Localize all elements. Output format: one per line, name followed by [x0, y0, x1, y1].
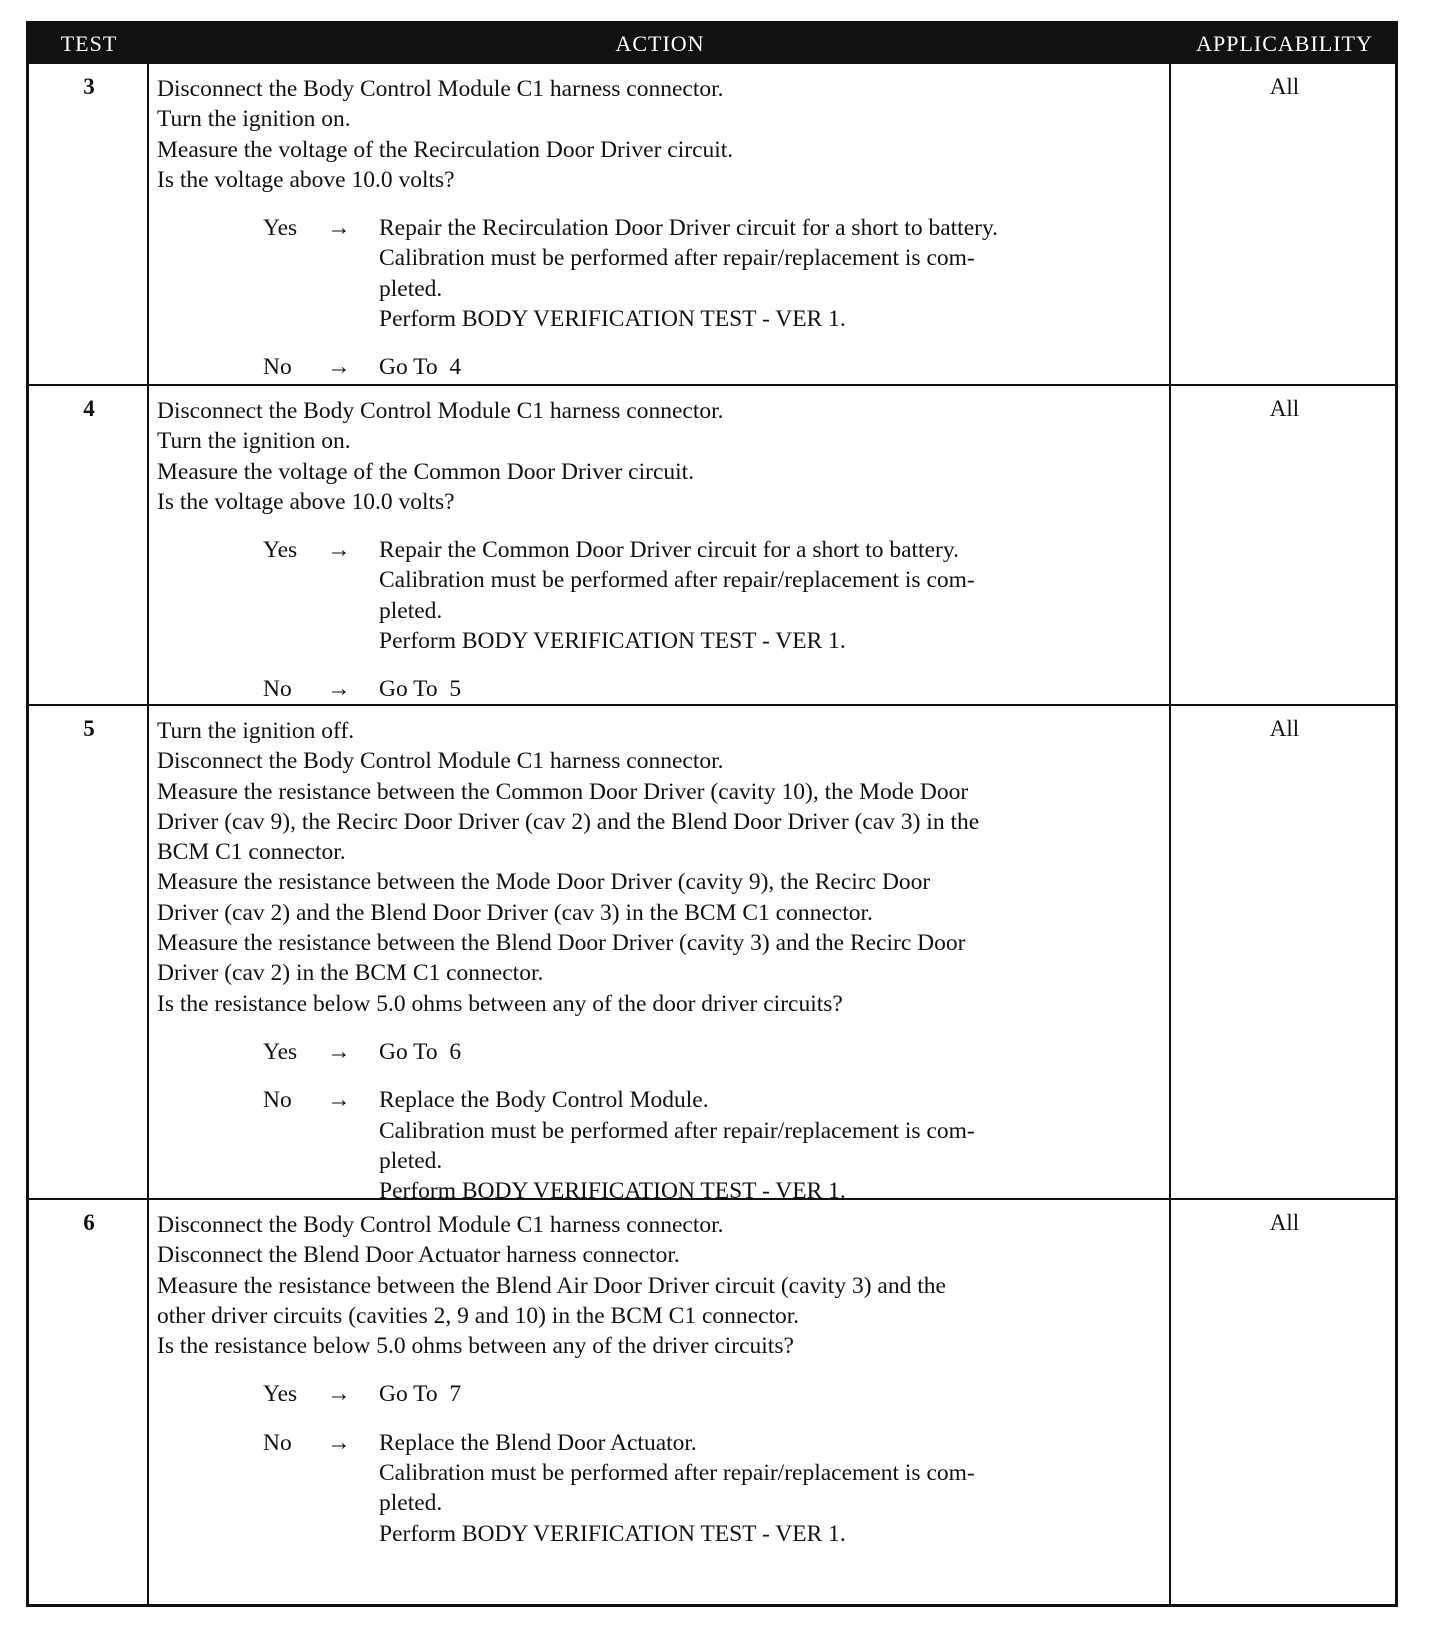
yes-result — [379, 213, 1163, 334]
no-result-line: Perform BODY VERIFICATION TEST - VER 1. — [379, 1520, 846, 1547]
action-step: Turn the ignition off. — [157, 718, 355, 744]
action-cell — [157, 716, 1163, 1206]
action-step: Disconnect the Body Control Module C1 harness connector. — [157, 1212, 724, 1238]
table-row — [29, 64, 1395, 384]
header-test: TEST — [60, 31, 118, 56]
arrow-icon: → — [327, 1381, 351, 1408]
table-row — [29, 704, 1395, 1205]
action-step: Measure the resistance between the Blend Door Driver (cavity 3) and the Recirc Door — [157, 930, 966, 957]
yes-label: Yes — [263, 215, 298, 242]
arrow-icon: → — [327, 676, 351, 703]
action-step: Measure the resistance between the Mode Door Driver (cavity 9), the Recirc Door — [157, 869, 931, 896]
action-step: Measure the resistance between the Common Door Driver (cavity 10), the Mode Door — [157, 778, 969, 805]
no-result-line: Calibration must be performed after repair/replacement is com- — [379, 1460, 975, 1487]
no-result — [379, 1085, 1163, 1206]
action-step: other driver circuits (cavities 2, 9 and 10) in the BCM C1 connector. — [157, 1302, 800, 1329]
table-row — [29, 384, 1395, 704]
test-number: 5 — [83, 716, 95, 741]
yes-branch — [157, 535, 1163, 656]
yes-result-line: Perform BODY VERIFICATION TEST - VER 1. — [379, 306, 846, 333]
yes-result-line: Calibration must be performed after repair/replacement is com- — [379, 245, 975, 272]
arrow-icon: → — [327, 354, 351, 381]
action-step: Measure the voltage of the Common Door Driver circuit. — [157, 458, 695, 485]
yes-result-line: pleted. — [379, 275, 443, 302]
no-branch — [157, 1085, 1163, 1206]
yes-result-line: pleted. — [379, 597, 443, 624]
no-label: No — [263, 1087, 292, 1114]
diagnostic-table — [26, 21, 1398, 1607]
no-result-line: pleted. — [379, 1147, 443, 1174]
action-step: Driver (cav 2) in the BCM C1 connector. — [157, 960, 544, 987]
no-result-line: Go To 5 — [379, 676, 462, 703]
yes-result — [379, 535, 1163, 656]
action-step: Disconnect the Body Control Module C1 harness connector. — [157, 748, 724, 775]
no-branch — [157, 352, 1163, 382]
applicability: All — [1269, 1210, 1300, 1235]
no-result — [379, 1428, 1163, 1549]
action-step: Measure the resistance between the Blend Air Door Driver circuit (cavity 3) and the — [157, 1272, 946, 1299]
action-step: Disconnect the Body Control Module C1 harness connector. — [157, 76, 724, 102]
no-label: No — [263, 354, 292, 381]
no-result-line: Go To 4 — [379, 354, 462, 381]
arrow-icon: → — [327, 1038, 351, 1065]
no-result-line: Replace the Blend Door Actuator. — [379, 1429, 697, 1456]
action-step: Driver (cav 2) and the Blend Door Driver (cav 3) in the BCM C1 connector. — [157, 899, 873, 926]
arrow-icon: → — [327, 1429, 351, 1456]
yes-result — [379, 1379, 1163, 1409]
no-label: No — [263, 676, 292, 703]
no-label: No — [263, 1429, 292, 1456]
action-cell — [157, 1210, 1163, 1549]
yes-result-line: Go To 6 — [379, 1038, 462, 1065]
action-cell — [157, 74, 1163, 383]
action-cell — [157, 396, 1163, 705]
no-result-line: Calibration must be performed after repair/replacement is com- — [379, 1117, 975, 1144]
arrow-icon: → — [327, 215, 351, 242]
yes-label: Yes — [263, 1038, 298, 1065]
test-number: 6 — [83, 1210, 95, 1235]
action-step: Driver (cav 9), the Recirc Door Driver (cav 2) and the Blend Door Driver (cav 3) in the — [157, 808, 980, 835]
action-step: Turn the ignition on. — [157, 428, 351, 455]
no-result-line: Perform BODY VERIFICATION TEST - VER 1. — [379, 1178, 846, 1205]
no-result-line: pleted. — [379, 1490, 443, 1517]
action-step: Is the resistance below 5.0 ohms between any of the door driver circuits? — [157, 990, 843, 1017]
test-number: 4 — [83, 396, 95, 421]
action-step: Is the voltage above 10.0 volts? — [157, 166, 455, 193]
header-action: ACTION — [615, 31, 705, 56]
applicability: All — [1269, 74, 1300, 99]
header-applicability: APPLICABILITY — [1196, 31, 1373, 56]
table-row — [29, 1198, 1395, 1604]
table-header — [29, 24, 1395, 64]
yes-result-line: Go To 7 — [379, 1381, 462, 1408]
test-number: 3 — [83, 74, 95, 99]
yes-result-line: Repair the Recirculation Door Driver circuit for a short to battery. — [379, 215, 999, 242]
action-step: BCM C1 connector. — [157, 839, 346, 866]
yes-result-line: Repair the Common Door Driver circuit for a short to battery. — [379, 537, 959, 564]
no-result — [379, 352, 1163, 382]
yes-result-line: Calibration must be performed after repair/replacement is com- — [379, 567, 975, 594]
no-branch — [157, 1428, 1163, 1549]
yes-branch — [157, 1037, 1163, 1067]
yes-label: Yes — [263, 1381, 298, 1408]
applicability: All — [1269, 716, 1300, 741]
no-result-line: Replace the Body Control Module. — [379, 1087, 709, 1114]
action-step: Turn the ignition on. — [157, 106, 351, 133]
action-step: Is the resistance below 5.0 ohms between any of the driver circuits? — [157, 1333, 794, 1360]
action-step: Measure the voltage of the Recirculation Door Driver circuit. — [157, 136, 734, 163]
applicability: All — [1269, 396, 1300, 421]
action-step: Disconnect the Blend Door Actuator harness connector. — [157, 1242, 680, 1269]
arrow-icon: → — [327, 1087, 351, 1114]
yes-result-line: Perform BODY VERIFICATION TEST - VER 1. — [379, 628, 846, 655]
yes-label: Yes — [263, 537, 298, 564]
yes-branch — [157, 213, 1163, 334]
no-branch — [157, 674, 1163, 704]
action-step: Disconnect the Body Control Module C1 harness connector. — [157, 398, 724, 424]
arrow-icon: → — [327, 537, 351, 564]
yes-result — [379, 1037, 1163, 1067]
action-step: Is the voltage above 10.0 volts? — [157, 488, 455, 515]
yes-branch — [157, 1379, 1163, 1409]
no-result — [379, 674, 1163, 704]
